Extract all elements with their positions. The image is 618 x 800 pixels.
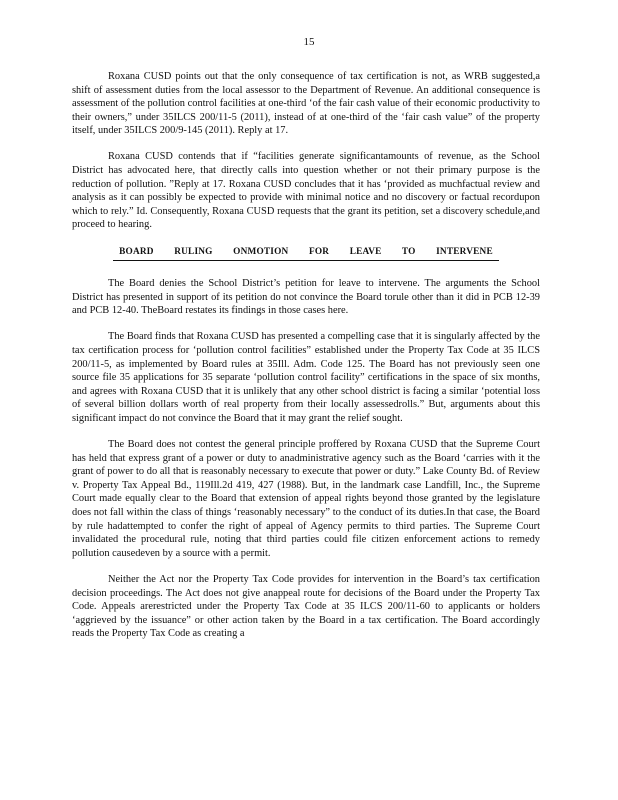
page-number: 15: [303, 36, 315, 48]
paragraph-6: Neither the Act nor the Property Tax Code provides for intervention in the Board’s tax certification decision proceedings. The Act does not give anappeal route for decisions of the Board under the Property Tax Code. Appeals arerestricted under the Property Tax Code at 35 ILCS 200/11-60 to applicants or holders ‘aggrieved by the issuance” or other action taken by the Board in a tax certification. The Board accordingly reads the Property Tax Code as creating a: [72, 573, 540, 640]
section-heading: BOARD RULING ONMOTION FOR LEAVE TO INTERVENE: [113, 246, 499, 262]
paragraph-2: Roxana CUSD contends that if “facilities generate significantamounts of revenue, as the School District has advocated here, that directly calls into question whether or not their primary purpose is the reduction of pollution. ”Reply at 17. Roxana CUSD concludes that it has ‘provided as muchfactual review and analysis as it can possibly be expected to provide with minimal notice and no discovery or factual recordupon which to rely.” Id. Consequently, Roxana CUSD requests that the grant its petition, set a discovery schedule,and proceed to hearing.: [72, 151, 540, 231]
body-text: [72, 70, 540, 653]
paragraph-3: The Board denies the School District’s petition for leave to intervene. The arguments the School District has presented in support of its petition do not convince the Board torule other than it did in PCB 12-39 and PCB 12-40. TheBoard restates its findings in those cases here.: [72, 278, 540, 317]
paragraph-5: The Board does not contest the general principle proffered by Roxana CUSD that the Supreme Court has held that express grant of a power or duty to anadministrative agency such as the Board ‘carries with it the grant of power to do all that is reasonably necessary to execute that power or duty.” Lake County Bd. of Review v. Property Tax Appeal Bd., 119Ill.2d 419, 427 (1988). But, in the landmark case Landfill, Inc., the Supreme Court made equally clear to the Board that extension of appeal rights beyond those granted by the legislature does not fall within the class of things ‘reasonably necessary” to the conduct of its duties.In that case, the Board by rule hadattempted to confer the right of appeal of Agency permits to third parties. The Supreme Court invalidated the procedural rule, noting that third parties could file citizen enforcement actions to remedy pollution causedeven by a source with a permit.: [72, 439, 540, 559]
paragraph-4: The Board finds that Roxana CUSD has presented a compelling case that it is singularly affected by the tax certification process for ‘pollution control facilities” established under the Property Tax Code at 35 ILCS 200/11-5, as implemented by Board rules at 35Ill. Adm. Code 125. The Board has not previously seen one source file 35 applications for 35 separate ‘pollution control facility” certifications in the space of six months, and agrees with Roxana CUSD that it is unlikely that any other school district is facing a similar ‘potential loss of several billion dollars worth of real property from their locally assessedrolls.” But, arguments about this significant impact do not convince the Board that it may grant the relief sought.: [72, 331, 540, 424]
paragraph-1: Roxana CUSD points out that the only consequence of tax certification is not, as WRB suggested,a shift of assessment duties from the local assessor to the Department of Revenue. An additional consequence is assessment of the pollution control facilities at one-third ‘of the fair cash value of their economic productivity to their owners,” under 35ILCS 200/11-5 (2011), instead of at one-third of the ‘fair cash value” of the property itself, under 35ILCS 200/9-145 (2011). Reply at 17.: [72, 71, 540, 137]
section-heading-wrap: [72, 245, 540, 262]
